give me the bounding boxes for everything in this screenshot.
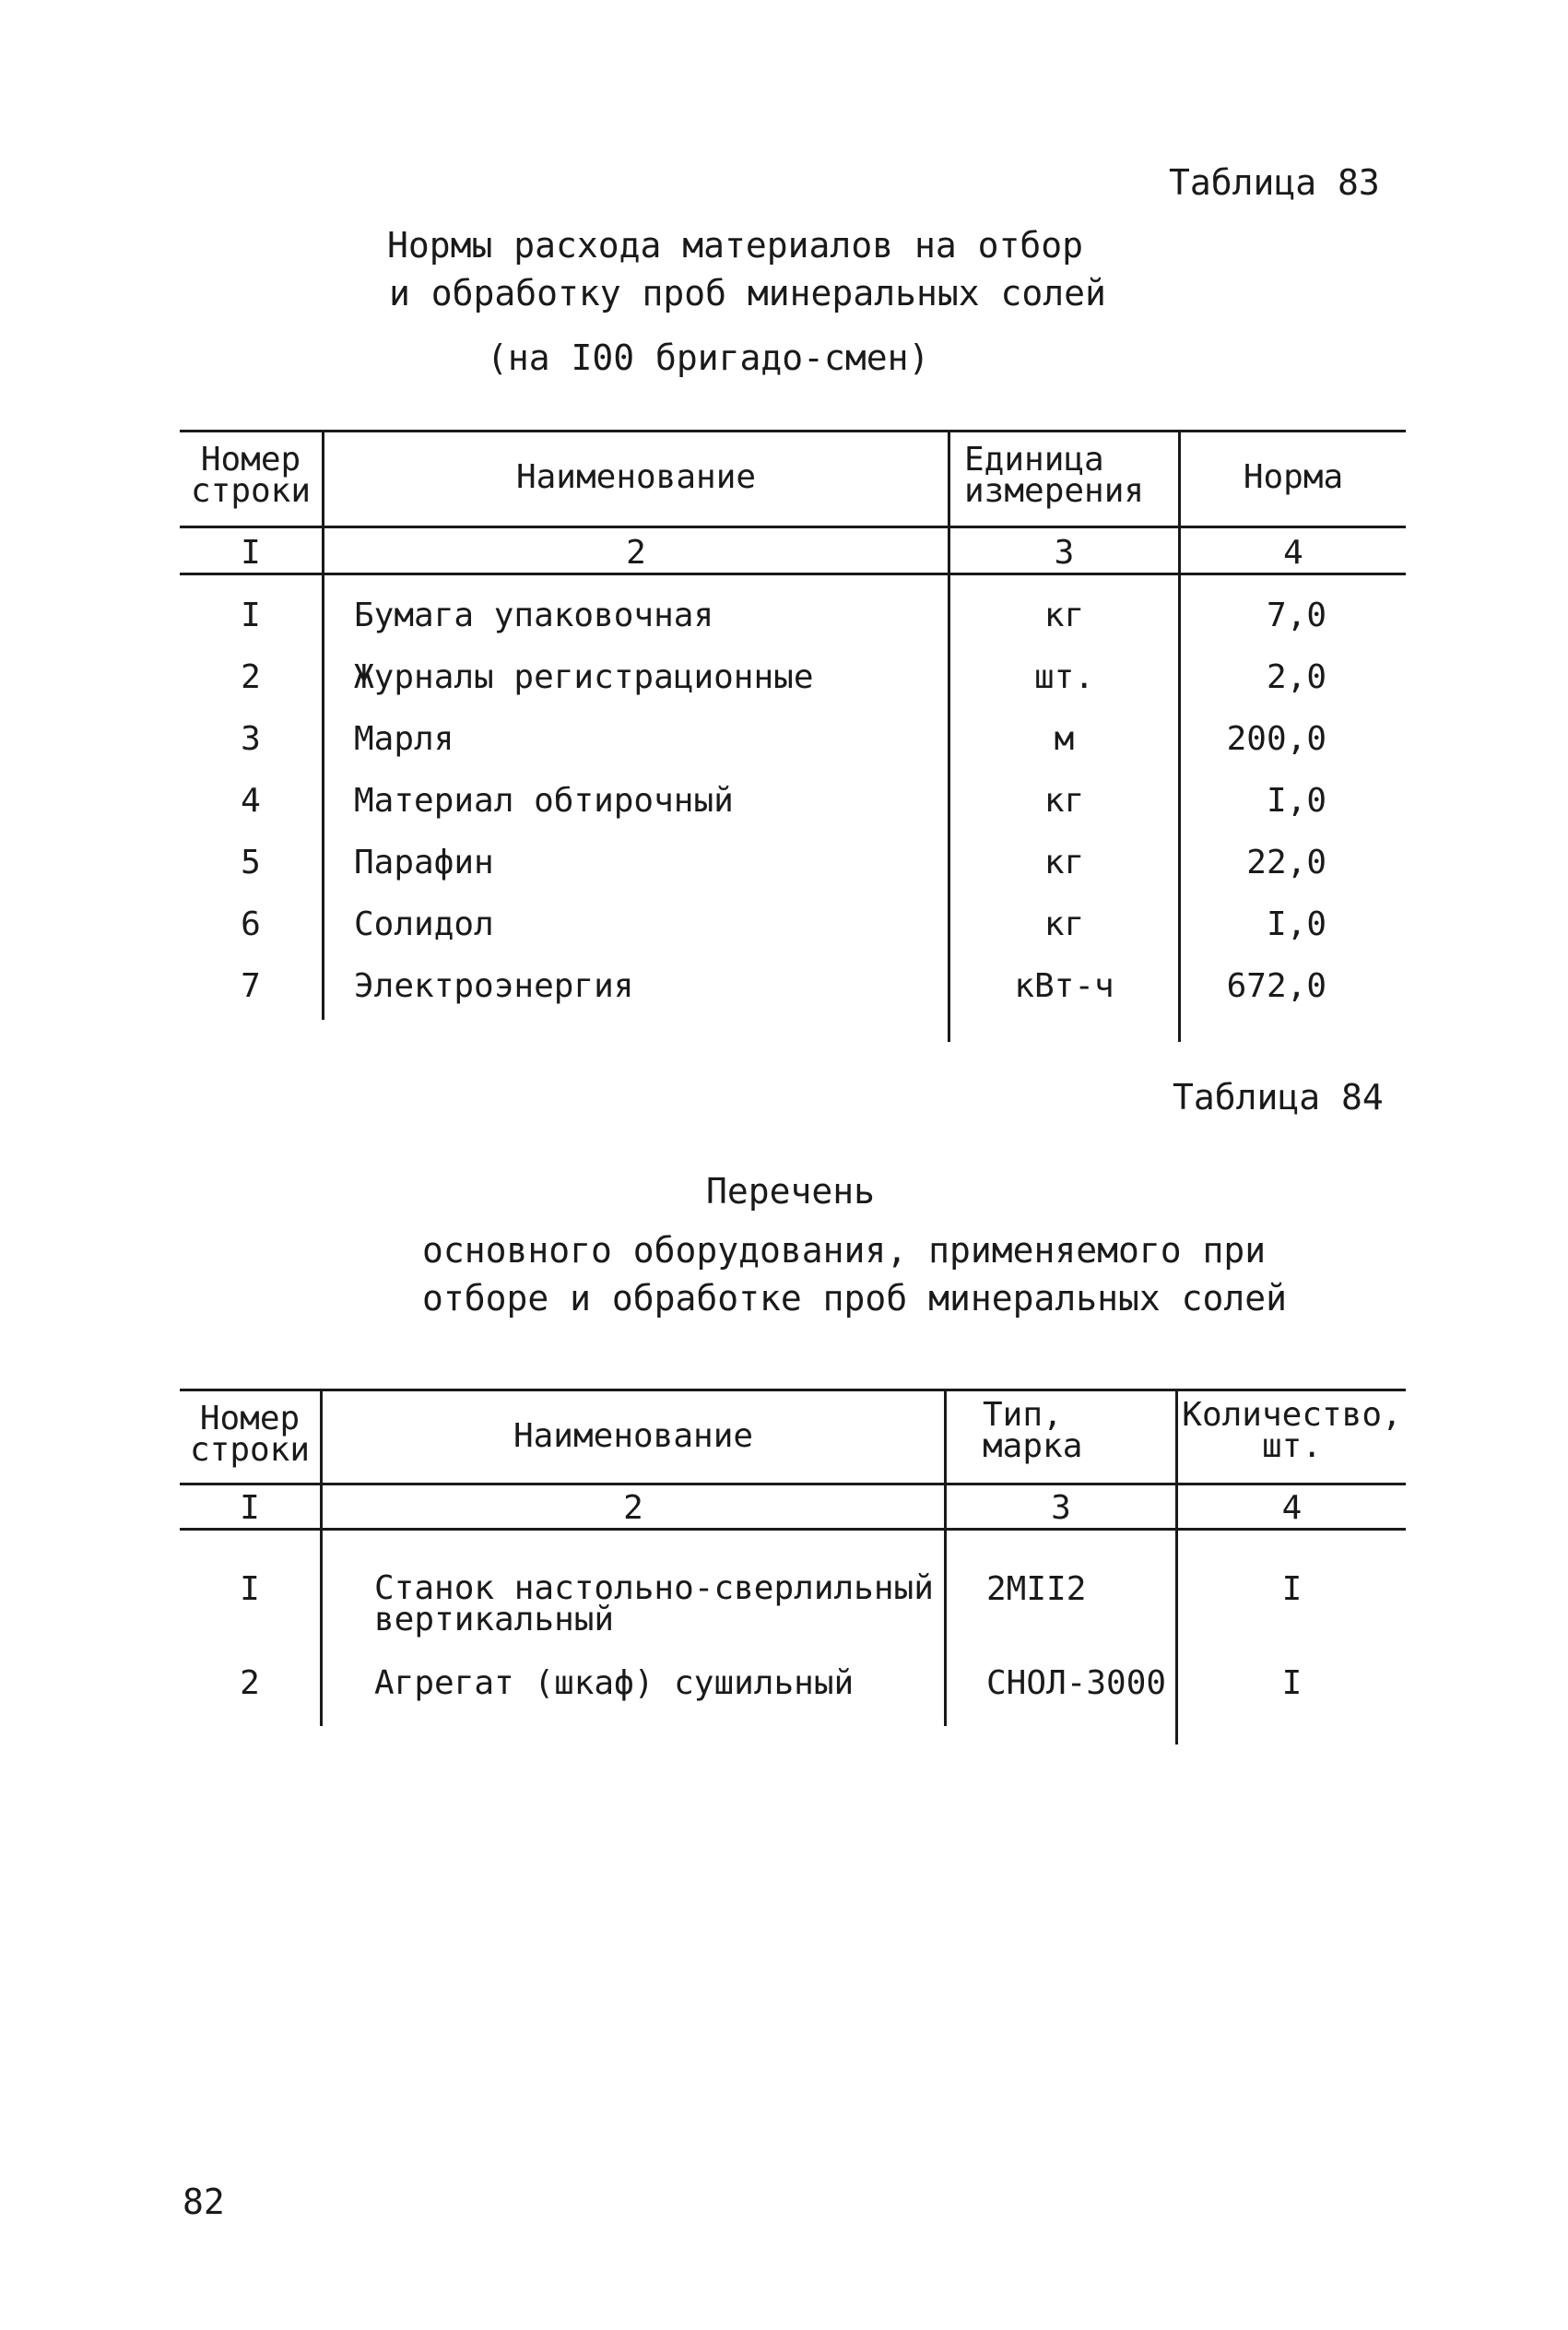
- table-83-colnum-2: 2: [626, 534, 646, 572]
- table-84-header-rule: [180, 1483, 1406, 1485]
- table-84-top-rule: [180, 1389, 1406, 1391]
- row-unit: кг: [1043, 844, 1085, 881]
- row-number: I: [241, 597, 261, 634]
- header-line: Тип,: [983, 1396, 1063, 1434]
- table-84-title-line-3: отборе и обработке проб минеральных солей: [422, 1278, 1287, 1319]
- header-line: Номер: [199, 1400, 301, 1437]
- table-83-label: Таблица 83: [1169, 162, 1380, 203]
- table-84-header-number: [180, 1400, 320, 1470]
- table-83-header-unit: [964, 441, 1178, 511]
- row-name-line: вертикальный: [374, 1601, 615, 1639]
- row-number: I: [240, 1570, 260, 1608]
- table-83-colnum-4: 4: [1283, 534, 1303, 572]
- table-83-subtitle: (на I00 бригадо-смен): [487, 337, 930, 378]
- table-84-header-qty: [1178, 1396, 1406, 1466]
- table-84-title-line-2: основного оборудования, применяемого при: [422, 1230, 1267, 1271]
- table-84-header-type: [983, 1396, 1175, 1466]
- table-84-colnum-3: 3: [1051, 1489, 1071, 1527]
- table-83-header-norm: Норма: [1243, 458, 1344, 496]
- header-line: измерения: [964, 472, 1145, 511]
- row-qty: I: [1281, 1570, 1303, 1608]
- row-number: 5: [241, 844, 261, 881]
- row-name-line: Станок настольно-сверлильный: [374, 1569, 934, 1607]
- row-name: Марля: [354, 720, 454, 758]
- row-name: [374, 1569, 934, 1639]
- row-unit: шт.: [1033, 658, 1095, 696]
- row-qty: I: [1281, 1664, 1303, 1702]
- header-line: шт.: [1261, 1427, 1323, 1466]
- header-line: Единица: [964, 441, 1104, 479]
- row-name: Бумага упаковочная: [354, 597, 714, 634]
- row-unit: м: [1054, 720, 1075, 758]
- table-84-header-name: Наименование: [513, 1417, 754, 1455]
- row-norm: 22,0: [1246, 844, 1326, 881]
- row-number: 7: [241, 967, 261, 1005]
- table-83-col-divider-1: [322, 430, 324, 1020]
- table-83-colnum-3: 3: [1054, 534, 1075, 572]
- row-name: Агрегат (шкаф) сушильный: [374, 1664, 855, 1702]
- table-83-header-number: [180, 441, 322, 511]
- table-84-colnum-4: 4: [1281, 1489, 1303, 1527]
- row-norm: 672,0: [1226, 967, 1326, 1005]
- header-line: строки: [190, 472, 312, 511]
- row-type: 2МII2: [986, 1570, 1087, 1608]
- table-83-colnum-rule: [180, 573, 1406, 575]
- row-name: Материал обтирочный: [354, 782, 734, 820]
- header-line: Количество,: [1182, 1396, 1402, 1434]
- row-number: 3: [241, 720, 261, 758]
- row-norm: 7,0: [1266, 597, 1326, 634]
- table-83-header-name: Наименование: [515, 458, 757, 496]
- row-number: 2: [240, 1664, 260, 1702]
- table-83-top-rule: [180, 430, 1406, 432]
- row-unit: кг: [1043, 782, 1085, 820]
- row-name: Парафин: [354, 844, 494, 881]
- table-83-title-line-1: Нормы расхода материалов на отбор: [387, 225, 1083, 266]
- row-name: Электроэнергия: [354, 967, 634, 1005]
- table-83-header-rule: [180, 526, 1406, 528]
- row-name: Солидол: [354, 905, 494, 943]
- table-83-colnum-1: I: [241, 534, 261, 572]
- header-line: марка: [983, 1427, 1083, 1466]
- row-unit: кг: [1043, 597, 1085, 634]
- table-84-title: Перечень: [706, 1171, 876, 1212]
- table-84-col-divider-2: [944, 1389, 947, 1726]
- table-84-colnum-rule: [180, 1528, 1406, 1531]
- table-84-label: Таблица 84: [1173, 1077, 1384, 1118]
- row-number: 2: [241, 658, 261, 696]
- row-type: СНОЛ-3000: [986, 1664, 1167, 1702]
- row-norm: I,0: [1266, 905, 1326, 943]
- table-84-colnum-2: 2: [623, 1489, 643, 1527]
- row-unit: кг: [1043, 905, 1085, 943]
- table-84-colnum-1: I: [240, 1489, 260, 1527]
- row-number: 4: [241, 782, 261, 820]
- row-unit: кВт-ч: [1014, 967, 1114, 1005]
- row-number: 6: [241, 905, 261, 943]
- page-number: 82: [183, 2182, 225, 2222]
- header-line: строки: [189, 1431, 311, 1470]
- row-norm: I,0: [1266, 782, 1326, 820]
- row-norm: 2,0: [1266, 658, 1326, 696]
- row-name: Журналы регистрационные: [354, 658, 814, 696]
- row-norm: 200,0: [1226, 720, 1326, 758]
- table-83-title-line-2: и обработку проб минеральных солей: [389, 273, 1106, 313]
- header-line: Номер: [200, 441, 301, 479]
